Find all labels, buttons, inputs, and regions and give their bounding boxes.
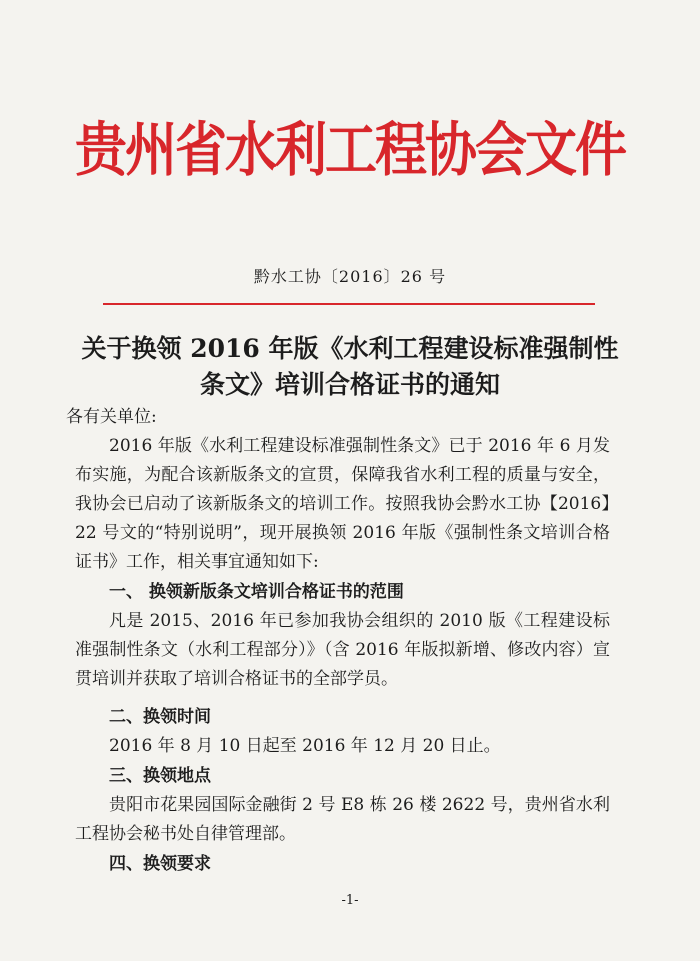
header-divider-red-line <box>103 303 595 305</box>
page-number: -1- <box>341 893 359 908</box>
section-4-heading: 四、换领要求 <box>109 854 211 874</box>
intro-paragraph-block <box>75 432 610 577</box>
intro-paragraph: 2016 年版《水利工程建设标准强制性条文》已于 2016 年 6 月发布实施，为配合该新版条文的宣贯，保障我省水利工程的质量与安全，我协会已启动了该新版条文的培训工作。按照我协会黔水工协【2016】22 号文的“特别说明”，现开展换领 2016 年版《强制性条文培训合格证书》工作，相关事宜通知如下: <box>75 436 610 572</box>
notice-title-line-2: 条文》培训合格证书的通知 <box>199 370 500 399</box>
section-1-heading-block <box>75 578 610 607</box>
salutation: 各有关单位: <box>66 407 157 427</box>
section-3-heading-block <box>75 762 610 791</box>
notice-title-line-1: 关于换领 2016 年版《水利工程建设标准强制性 <box>81 334 619 363</box>
section-1-heading: 一、 换领新版条文培训合格证书的范围 <box>109 582 404 602</box>
section-4-heading-block <box>75 850 610 879</box>
document-header-title: 贵州省水利工程协会文件 <box>74 117 625 185</box>
section-1-text: 凡是 2015、2016 年已参加我协会组织的 2010 版《工程建设标准强制性条文（水利工程部分）》（含 2016 年版拟新增、修改内容）宣贯培训并获取了培训合格证书的全部学员。 <box>75 611 610 689</box>
section-2-heading-block <box>75 703 610 732</box>
section-3-heading: 三、换领地点 <box>109 766 211 786</box>
document-number: 黔水工协〔2016〕26 号 <box>253 267 447 286</box>
section-2-body-block <box>75 732 610 761</box>
section-2-text: 2016 年 8 月 10 日起至 2016 年 12 月 20 日止。 <box>109 736 501 756</box>
section-3-body-block <box>75 791 610 849</box>
section-2-heading: 二、换领时间 <box>109 707 211 727</box>
section-1-body-block <box>75 607 610 694</box>
section-3-text: 贵阳市花果园国际金融街 2 号 E8 栋 26 楼 2622 号，贵州省水利工程协会秘书处自律管理部。 <box>75 795 610 844</box>
